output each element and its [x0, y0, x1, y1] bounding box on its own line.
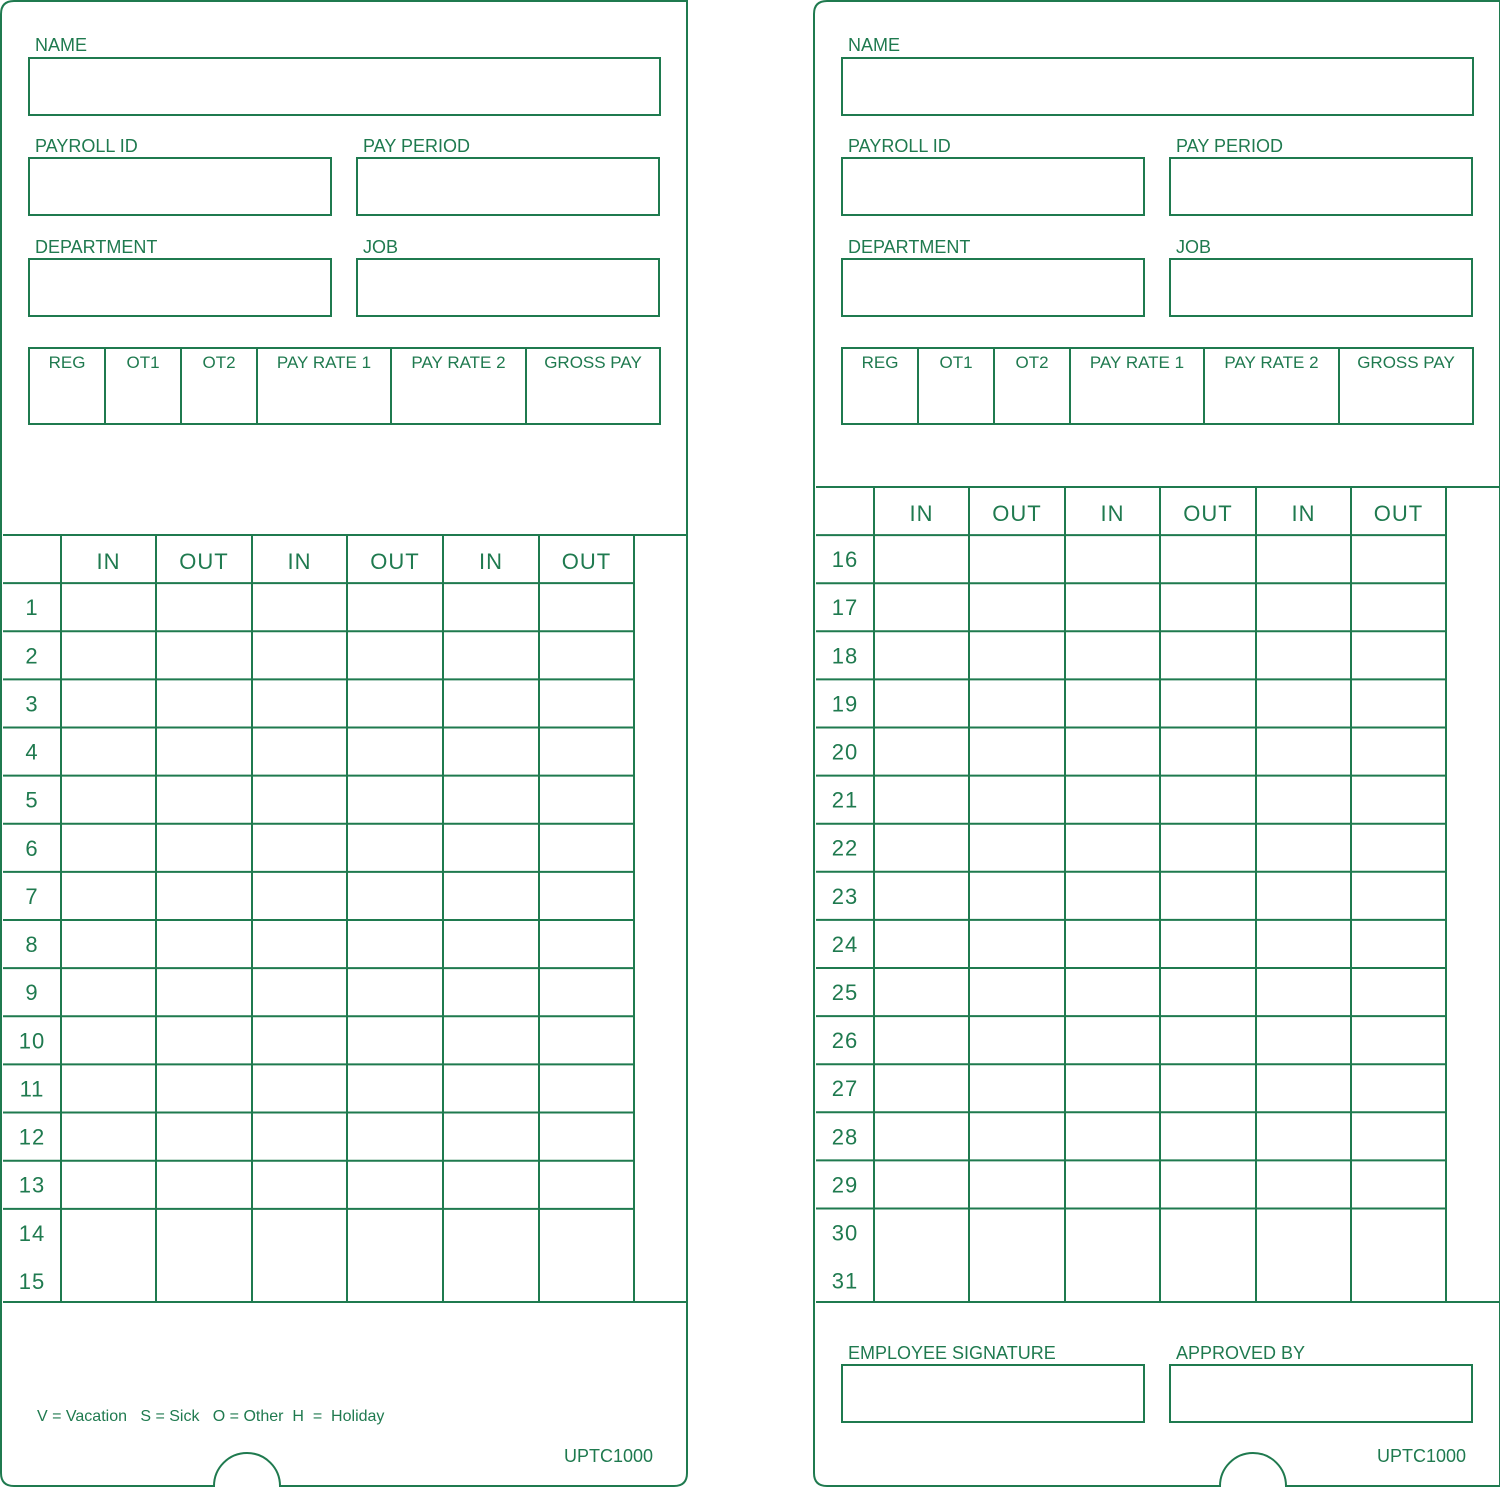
day-number: 27	[831, 1076, 859, 1102]
day-number: 7	[25, 883, 39, 909]
time-punch-cell[interactable]	[445, 1066, 537, 1110]
payroll-id-field[interactable]	[842, 158, 1144, 215]
time-punch-cell[interactable]	[541, 922, 632, 966]
time-punch-cell[interactable]	[1067, 1162, 1158, 1206]
time-punch-cell[interactable]	[445, 826, 537, 870]
time-punch-cell[interactable]	[254, 1066, 345, 1110]
time-punch-cell[interactable]	[63, 826, 154, 870]
time-punch-cell[interactable]	[1258, 922, 1349, 966]
time-punch-cell[interactable]	[1353, 585, 1444, 629]
summary-value-cell[interactable]	[1072, 376, 1202, 422]
time-punch-cell[interactable]	[349, 1018, 441, 1062]
summary-header-2: OT2	[1015, 353, 1049, 372]
time-punch-cell[interactable]	[158, 922, 250, 966]
time-punch-cell[interactable]	[971, 1162, 1063, 1206]
time-punch-cell[interactable]	[445, 1115, 537, 1159]
time-punch-cell[interactable]	[1162, 1114, 1254, 1158]
time-punch-cell[interactable]	[971, 633, 1063, 677]
time-punch-cell[interactable]	[63, 1211, 154, 1255]
summary-value-cell[interactable]	[1341, 376, 1471, 422]
day-number: 12	[18, 1124, 46, 1150]
time-punch-cell[interactable]	[1067, 970, 1158, 1014]
time-punch-cell[interactable]	[1162, 1018, 1254, 1062]
time-punch-cell[interactable]	[541, 633, 632, 677]
time-punch-cell[interactable]	[876, 1066, 967, 1110]
time-punch-cell[interactable]	[158, 1163, 250, 1207]
name-field[interactable]	[29, 58, 660, 115]
time-header-4: IN	[479, 549, 503, 574]
time-punch-cell[interactable]	[63, 1259, 154, 1303]
time-punch-cell[interactable]	[1162, 778, 1254, 822]
day-number: 23	[831, 883, 859, 909]
time-punch-cell[interactable]	[1067, 537, 1158, 581]
day-number: 3	[25, 691, 39, 717]
day-number: 8	[25, 932, 39, 958]
time-punch-cell[interactable]	[158, 1018, 250, 1062]
day-number: 31	[831, 1268, 859, 1294]
department-label: DEPARTMENT	[848, 237, 971, 257]
time-punch-cell[interactable]	[1353, 537, 1444, 581]
time-punch-cell[interactable]	[876, 537, 967, 581]
day-number: 6	[25, 835, 39, 861]
time-punch-cell[interactable]	[1258, 1018, 1349, 1062]
summary-value-cell[interactable]	[996, 376, 1068, 422]
time-punch-cell[interactable]	[254, 1018, 345, 1062]
payroll-id-label: PAYROLL ID	[35, 136, 138, 156]
legend-text: V = Vacation S = Sick O = Other H = Holiday	[37, 1408, 385, 1425]
summary-header-1: OT1	[939, 353, 973, 372]
summary-value-cell[interactable]	[107, 376, 179, 422]
time-card-back	[814, 1, 1500, 1486]
day-number: 21	[831, 787, 859, 813]
time-punch-cell[interactable]	[1258, 537, 1349, 581]
time-punch-cell[interactable]	[158, 633, 250, 677]
time-punch-cell[interactable]	[541, 874, 632, 918]
time-punch-cell[interactable]	[876, 1018, 967, 1062]
day-number: 29	[831, 1172, 859, 1198]
time-punch-cell[interactable]	[1258, 1259, 1349, 1303]
time-punch-cell[interactable]	[1162, 970, 1254, 1014]
time-punch-cell[interactable]	[445, 585, 537, 629]
time-punch-cell[interactable]	[445, 1163, 537, 1207]
time-punch-cell[interactable]	[876, 585, 967, 629]
time-punch-cell[interactable]	[254, 1163, 345, 1207]
time-punch-cell[interactable]	[876, 1114, 967, 1158]
time-punch-cell[interactable]	[876, 730, 967, 774]
time-punch-cell[interactable]	[63, 633, 154, 677]
time-punch-cell[interactable]	[445, 1018, 537, 1062]
summary-value-cell[interactable]	[528, 376, 658, 422]
day-number: 2	[25, 643, 39, 669]
time-punch-cell[interactable]	[971, 826, 1063, 870]
day-number: 13	[18, 1172, 46, 1198]
time-punch-cell[interactable]	[1258, 681, 1349, 725]
time-punch-cell[interactable]	[1353, 1018, 1444, 1062]
pay-period-label: PAY PERIOD	[363, 136, 471, 156]
time-punch-cell[interactable]	[158, 585, 250, 629]
day-number: 14	[18, 1220, 46, 1246]
time-header-2: IN	[1100, 501, 1125, 526]
time-punch-cell[interactable]	[1067, 633, 1158, 677]
time-header-2: IN	[287, 549, 312, 574]
form-code: UPTC1000	[563, 1446, 653, 1466]
time-header-5: OUT	[1373, 501, 1424, 526]
time-punch-cell[interactable]	[1162, 874, 1254, 918]
time-punch-cell[interactable]	[1353, 922, 1444, 966]
time-punch-cell[interactable]	[541, 1163, 632, 1207]
time-punch-cell[interactable]	[541, 1211, 632, 1255]
time-punch-cell[interactable]	[876, 922, 967, 966]
time-punch-cell[interactable]	[254, 1211, 345, 1255]
summary-header-1: OT1	[126, 353, 160, 372]
approved-by-label: APPROVED BY	[1176, 1343, 1306, 1363]
time-punch-cell[interactable]	[63, 1115, 154, 1159]
time-punch-cell[interactable]	[1258, 874, 1349, 918]
employee-signature-field[interactable]	[842, 1365, 1144, 1422]
day-number: 9	[25, 980, 39, 1006]
time-punch-cell[interactable]	[349, 874, 441, 918]
day-number: 10	[18, 1028, 46, 1054]
time-punch-cell[interactable]	[158, 1115, 250, 1159]
time-punch-cell[interactable]	[1353, 1162, 1444, 1206]
time-punch-cell[interactable]	[1353, 826, 1444, 870]
time-punch-cell[interactable]	[254, 585, 345, 629]
time-punch-cell[interactable]	[876, 681, 967, 725]
time-punch-cell[interactable]	[158, 1211, 250, 1255]
job-field[interactable]	[1170, 259, 1472, 316]
time-entry-grid	[3, 535, 687, 1303]
time-punch-cell[interactable]	[349, 970, 441, 1014]
payroll-id-field[interactable]	[29, 158, 331, 215]
time-punch-cell[interactable]	[349, 1115, 441, 1159]
time-punch-cell[interactable]	[1162, 922, 1254, 966]
summary-value-cell[interactable]	[259, 376, 389, 422]
time-punch-cell[interactable]	[254, 874, 345, 918]
time-punch-cell[interactable]	[349, 585, 441, 629]
time-punch-cell[interactable]	[1353, 1259, 1444, 1303]
summary-value-cell[interactable]	[1206, 376, 1337, 422]
name-label: NAME	[848, 35, 901, 55]
time-punch-cell[interactable]	[1162, 681, 1254, 725]
day-number: 5	[25, 787, 39, 813]
time-punch-cell[interactable]	[971, 681, 1063, 725]
job-label: JOB	[363, 237, 399, 257]
time-punch-cell[interactable]	[876, 970, 967, 1014]
time-punch-cell[interactable]	[158, 730, 250, 774]
day-number: 17	[831, 595, 859, 621]
time-punch-cell[interactable]	[1162, 826, 1254, 870]
time-punch-cell[interactable]	[1067, 778, 1158, 822]
summary-value-cell[interactable]	[31, 376, 103, 422]
time-punch-cell[interactable]	[541, 1066, 632, 1110]
day-number: 26	[831, 1028, 859, 1054]
time-header-1: OUT	[992, 501, 1042, 526]
time-punch-cell[interactable]	[971, 874, 1063, 918]
time-punch-cell[interactable]	[541, 730, 632, 774]
time-punch-cell[interactable]	[971, 730, 1063, 774]
pay-period-label: PAY PERIOD	[1176, 136, 1284, 156]
time-punch-cell[interactable]	[1258, 1162, 1349, 1206]
time-punch-cell[interactable]	[1258, 1114, 1349, 1158]
time-header-5: OUT	[561, 549, 612, 574]
summary-header-2: OT2	[202, 353, 236, 372]
time-punch-cell[interactable]	[63, 1018, 154, 1062]
time-punch-cell[interactable]	[445, 1211, 537, 1255]
time-entry-grid	[816, 487, 1500, 1303]
name-label: NAME	[35, 35, 88, 55]
time-punch-cell[interactable]	[971, 585, 1063, 629]
time-punch-cell[interactable]	[254, 730, 345, 774]
time-punch-cell[interactable]	[1258, 633, 1349, 677]
time-punch-cell[interactable]	[1353, 970, 1444, 1014]
time-punch-cell[interactable]	[445, 730, 537, 774]
time-punch-cell[interactable]	[541, 970, 632, 1014]
time-punch-cell[interactable]	[254, 1259, 345, 1303]
time-punch-cell[interactable]	[445, 922, 537, 966]
time-punch-cell[interactable]	[158, 826, 250, 870]
time-punch-cell[interactable]	[1258, 970, 1349, 1014]
time-punch-cell[interactable]	[254, 1115, 345, 1159]
time-punch-cell[interactable]	[254, 922, 345, 966]
time-punch-cell[interactable]	[1162, 730, 1254, 774]
time-punch-cell[interactable]	[349, 1066, 441, 1110]
time-punch-cell[interactable]	[1162, 1162, 1254, 1206]
time-punch-cell[interactable]	[63, 730, 154, 774]
time-punch-cell[interactable]	[971, 922, 1063, 966]
day-number: 1	[25, 595, 39, 621]
time-punch-cell[interactable]	[541, 585, 632, 629]
time-punch-cell[interactable]	[1353, 633, 1444, 677]
time-punch-cell[interactable]	[63, 970, 154, 1014]
time-punch-cell[interactable]	[349, 778, 441, 822]
time-punch-cell[interactable]	[876, 778, 967, 822]
time-punch-cell[interactable]	[541, 778, 632, 822]
day-number: 22	[831, 835, 859, 861]
time-punch-cell[interactable]	[349, 633, 441, 677]
time-punch-cell[interactable]	[349, 1259, 441, 1303]
time-punch-cell[interactable]	[1353, 1114, 1444, 1158]
time-punch-cell[interactable]	[971, 1018, 1063, 1062]
day-number: 15	[18, 1268, 46, 1294]
time-punch-cell[interactable]	[254, 970, 345, 1014]
time-punch-cell[interactable]	[1162, 1259, 1254, 1303]
time-punch-cell[interactable]	[158, 970, 250, 1014]
time-punch-cell[interactable]	[876, 633, 967, 677]
time-punch-cell[interactable]	[158, 1259, 250, 1303]
time-punch-cell[interactable]	[1353, 1211, 1444, 1255]
day-number: 4	[25, 739, 39, 765]
time-punch-cell[interactable]	[254, 826, 345, 870]
time-punch-cell[interactable]	[254, 633, 345, 677]
time-punch-cell[interactable]	[63, 1163, 154, 1207]
summary-header-3: PAY RATE 1	[1089, 353, 1185, 372]
time-punch-cell[interactable]	[1353, 681, 1444, 725]
time-punch-cell[interactable]	[63, 922, 154, 966]
time-header-0: IN	[96, 549, 121, 574]
pay-period-field[interactable]	[1170, 158, 1472, 215]
time-punch-cell[interactable]	[541, 1115, 632, 1159]
time-punch-cell[interactable]	[971, 1259, 1063, 1303]
time-punch-cell[interactable]	[1258, 585, 1349, 629]
time-punch-cell[interactable]	[971, 1066, 1063, 1110]
summary-header-3: PAY RATE 1	[276, 353, 372, 372]
time-punch-cell[interactable]	[63, 874, 154, 918]
time-punch-cell[interactable]	[63, 1066, 154, 1110]
department-field[interactable]	[29, 259, 331, 316]
time-punch-cell[interactable]	[158, 1066, 250, 1110]
time-punch-cell[interactable]	[1067, 1114, 1158, 1158]
time-punch-cell[interactable]	[158, 778, 250, 822]
time-punch-cell[interactable]	[349, 826, 441, 870]
time-punch-cell[interactable]	[541, 826, 632, 870]
time-punch-cell[interactable]	[876, 1162, 967, 1206]
summary-value-cell[interactable]	[183, 376, 255, 422]
time-header-3: OUT	[370, 549, 420, 574]
time-punch-cell[interactable]	[1162, 1211, 1254, 1255]
pay-summary-table	[29, 348, 660, 424]
time-header-0: IN	[909, 501, 934, 526]
time-punch-cell[interactable]	[1353, 874, 1444, 918]
time-punch-cell[interactable]	[1258, 778, 1349, 822]
pay-summary-table	[842, 348, 1473, 424]
time-punch-cell[interactable]	[349, 1163, 441, 1207]
department-label: DEPARTMENT	[35, 237, 158, 257]
time-punch-cell[interactable]	[1258, 1066, 1349, 1110]
time-punch-cell[interactable]	[1353, 730, 1444, 774]
time-punch-cell[interactable]	[445, 874, 537, 918]
time-card-front	[1, 1, 687, 1486]
time-punch-cell[interactable]	[1258, 1211, 1349, 1255]
time-punch-cell[interactable]	[971, 778, 1063, 822]
time-punch-cell[interactable]	[254, 681, 345, 725]
time-punch-cell[interactable]	[541, 1018, 632, 1062]
day-number: 30	[831, 1220, 859, 1246]
pay-period-field[interactable]	[357, 158, 659, 215]
department-field[interactable]	[842, 259, 1144, 316]
time-header-1: OUT	[179, 549, 229, 574]
time-header-4: IN	[1291, 501, 1316, 526]
employee-signature-label: EMPLOYEE SIGNATURE	[848, 1343, 1056, 1363]
summary-header-5: GROSS PAY	[1357, 353, 1455, 372]
job-label: JOB	[1176, 237, 1212, 257]
time-punch-cell[interactable]	[445, 681, 537, 725]
time-punch-cell[interactable]	[1353, 1066, 1444, 1110]
time-punch-cell[interactable]	[1258, 826, 1349, 870]
time-punch-cell[interactable]	[971, 1211, 1063, 1255]
time-header-3: OUT	[1183, 501, 1233, 526]
day-number: 18	[831, 643, 859, 669]
time-punch-cell[interactable]	[445, 778, 537, 822]
time-punch-cell[interactable]	[971, 1114, 1063, 1158]
time-punch-cell[interactable]	[63, 778, 154, 822]
time-punch-cell[interactable]	[349, 922, 441, 966]
time-punch-cell[interactable]	[1067, 681, 1158, 725]
time-punch-cell[interactable]	[876, 874, 967, 918]
time-punch-cell[interactable]	[158, 874, 250, 918]
summary-value-cell[interactable]	[920, 376, 992, 422]
day-number: 20	[831, 739, 859, 765]
time-punch-cell[interactable]	[1067, 1211, 1158, 1255]
time-punch-cell[interactable]	[1067, 730, 1158, 774]
job-field[interactable]	[357, 259, 659, 316]
time-punch-cell[interactable]	[1067, 1259, 1158, 1303]
day-number: 19	[831, 691, 859, 717]
time-punch-cell[interactable]	[1067, 585, 1158, 629]
time-punch-cell[interactable]	[1162, 1066, 1254, 1110]
time-punch-cell[interactable]	[1162, 633, 1254, 677]
payroll-id-label: PAYROLL ID	[848, 136, 951, 156]
time-punch-cell[interactable]	[1258, 730, 1349, 774]
summary-header-0: REG	[861, 353, 899, 372]
summary-value-cell[interactable]	[844, 376, 916, 422]
day-number: 24	[831, 931, 859, 957]
approved-by-field[interactable]	[1170, 1365, 1472, 1422]
summary-header-4: PAY RATE 2	[1224, 353, 1319, 372]
time-punch-cell[interactable]	[349, 681, 441, 725]
day-number: 28	[831, 1124, 859, 1150]
time-punch-cell[interactable]	[349, 730, 441, 774]
form-code: UPTC1000	[1376, 1446, 1466, 1466]
time-punch-cell[interactable]	[1353, 778, 1444, 822]
time-punch-cell[interactable]	[971, 537, 1063, 581]
name-field[interactable]	[842, 58, 1473, 115]
time-punch-cell[interactable]	[445, 970, 537, 1014]
time-punch-cell[interactable]	[445, 633, 537, 677]
time-punch-cell[interactable]	[254, 778, 345, 822]
summary-header-5: GROSS PAY	[544, 353, 642, 372]
time-punch-cell[interactable]	[158, 681, 250, 725]
time-punch-cell[interactable]	[63, 681, 154, 725]
time-punch-cell[interactable]	[445, 1259, 537, 1303]
time-punch-cell[interactable]	[1067, 874, 1158, 918]
day-number: 25	[831, 980, 859, 1005]
time-punch-cell[interactable]	[1162, 585, 1254, 629]
time-punch-cell[interactable]	[876, 826, 967, 870]
time-punch-cell[interactable]	[1067, 922, 1158, 966]
time-punch-cell[interactable]	[541, 1259, 632, 1303]
time-punch-cell[interactable]	[971, 970, 1063, 1014]
summary-header-4: PAY RATE 2	[411, 353, 506, 372]
summary-header-0: REG	[48, 353, 86, 372]
time-punch-cell[interactable]	[1067, 1066, 1158, 1110]
day-number: 16	[831, 547, 859, 573]
time-punch-cell[interactable]	[541, 681, 632, 725]
time-punch-cell[interactable]	[1162, 537, 1254, 581]
time-punch-cell[interactable]	[1067, 1018, 1158, 1062]
time-punch-cell[interactable]	[349, 1211, 441, 1255]
time-punch-cell[interactable]	[876, 1211, 967, 1255]
day-number: 11	[19, 1076, 45, 1102]
time-punch-cell[interactable]	[63, 585, 154, 629]
time-punch-cell[interactable]	[876, 1259, 967, 1303]
time-punch-cell[interactable]	[1067, 826, 1158, 870]
summary-value-cell[interactable]	[393, 376, 524, 422]
